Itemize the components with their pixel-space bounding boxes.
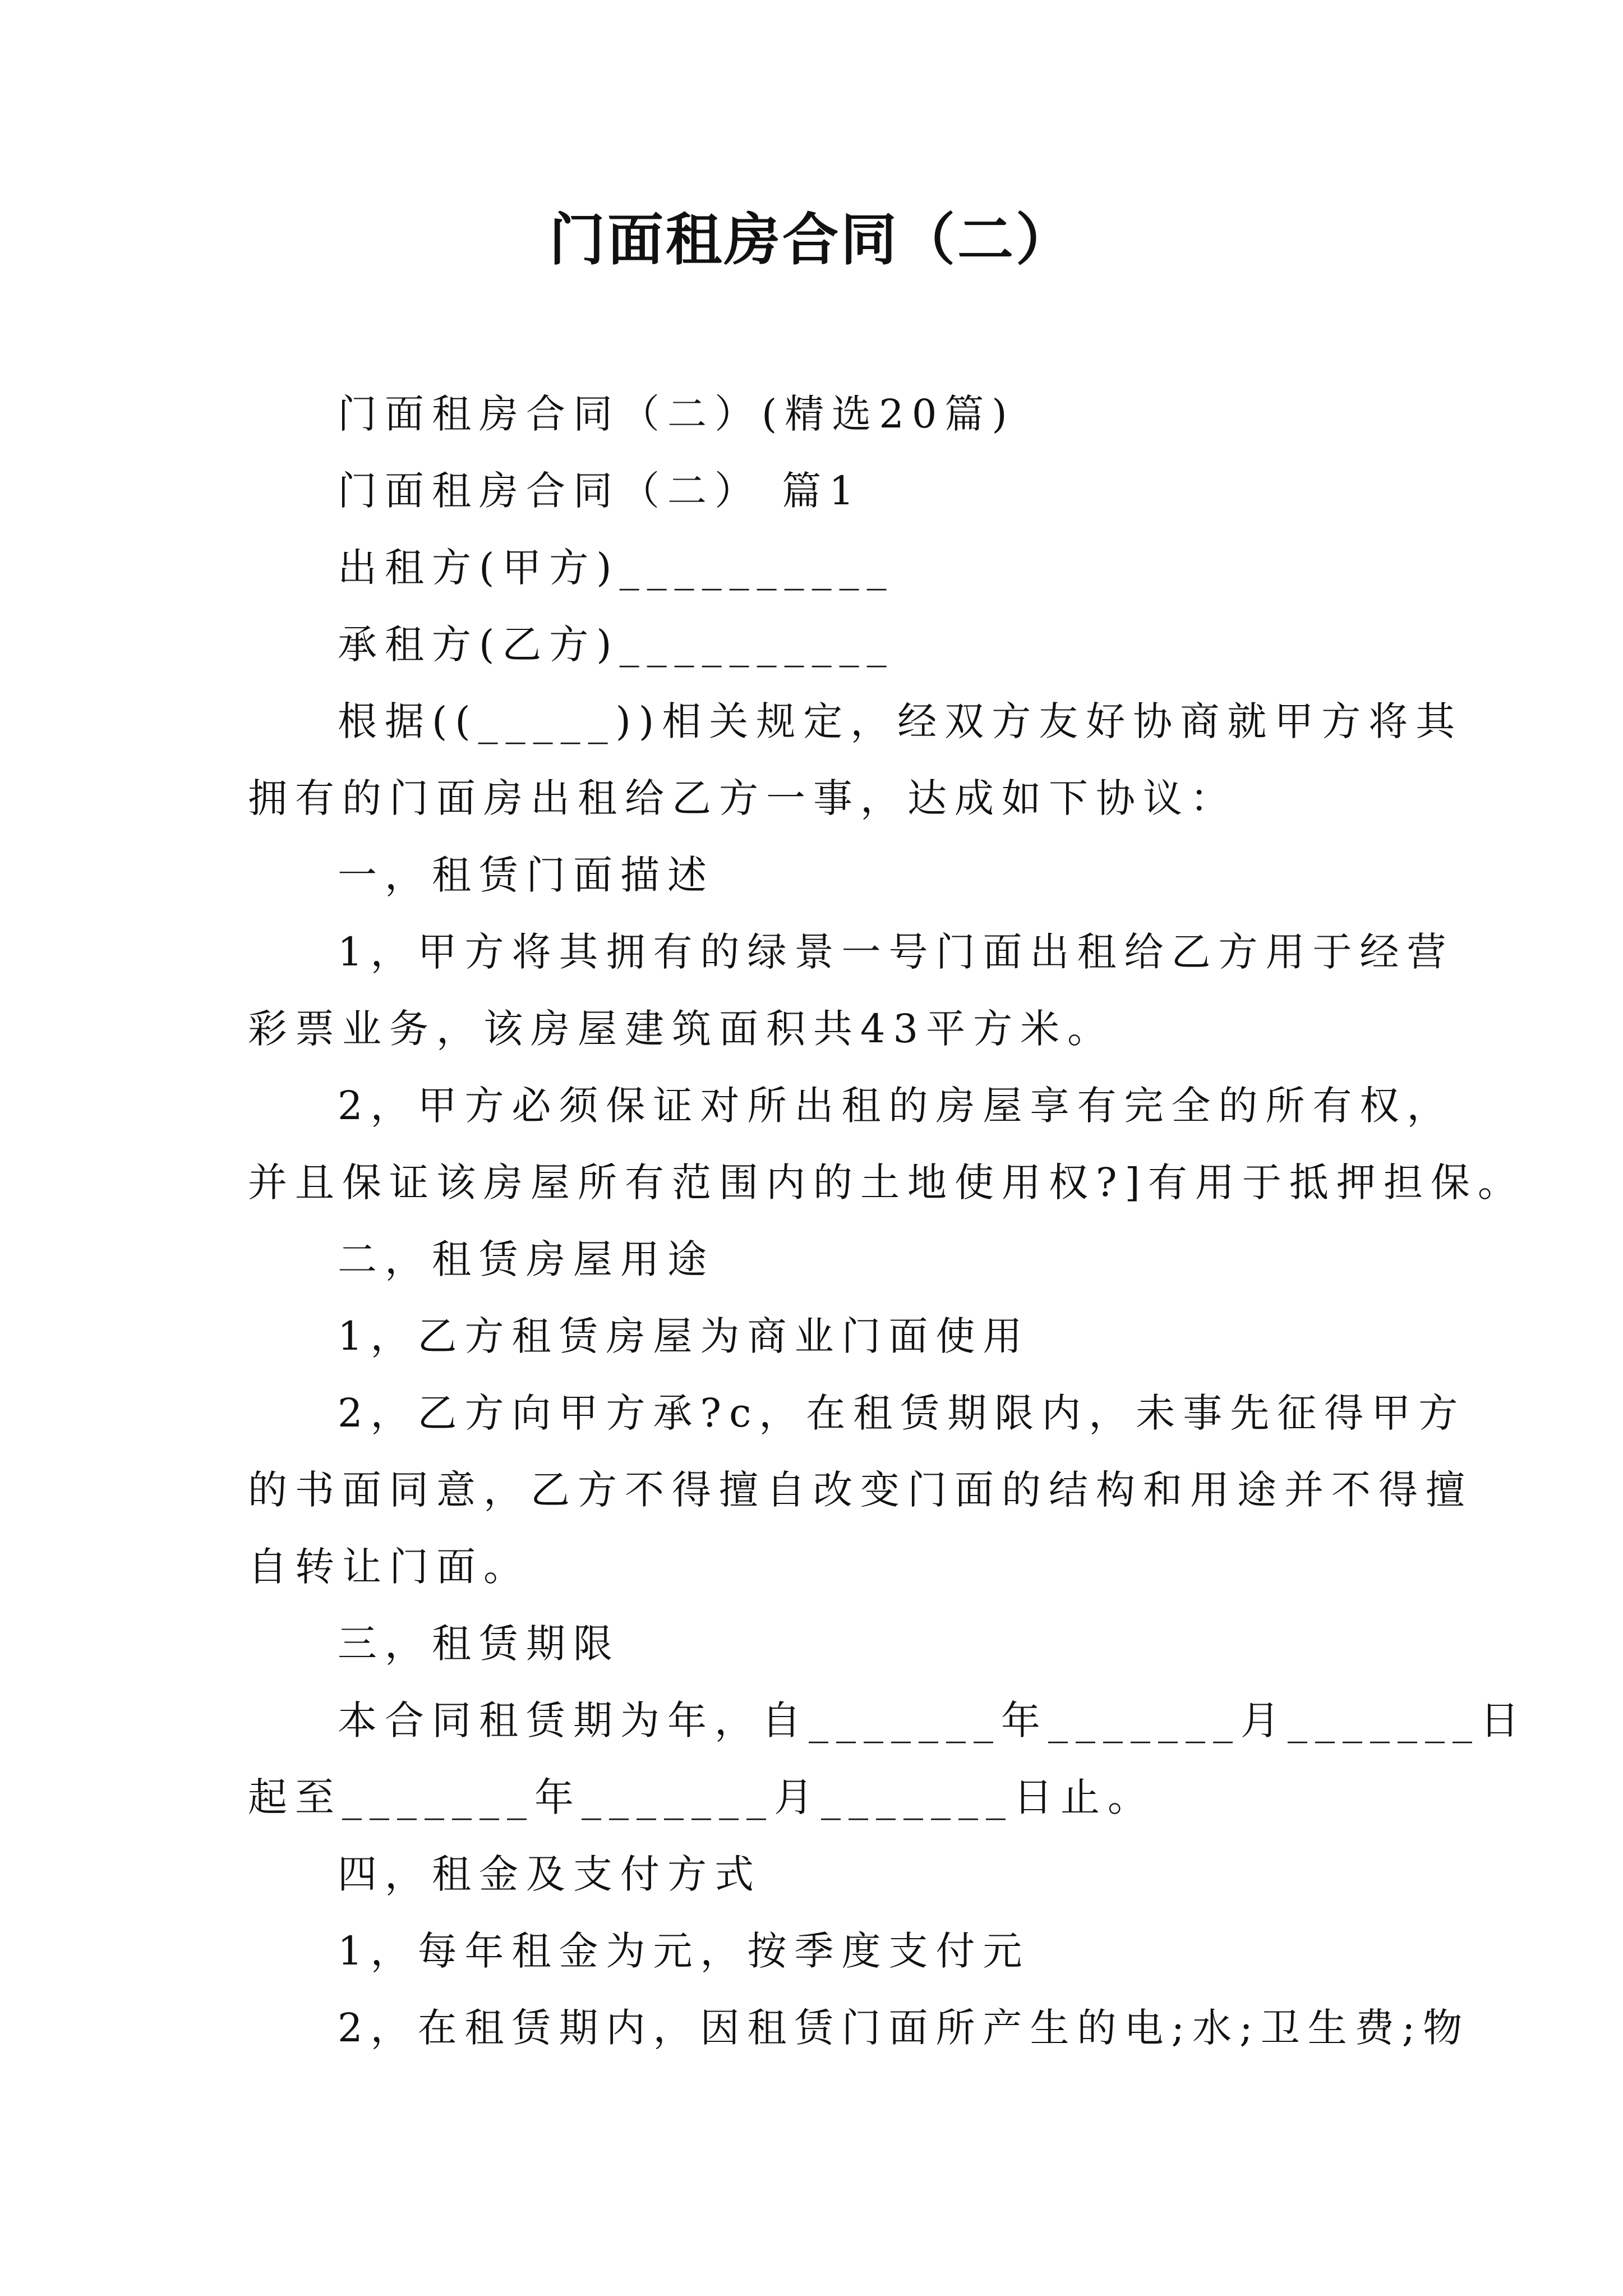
paragraph-line: 本合同租赁期为年，自_______年_______月_______日 xyxy=(338,1697,1527,1743)
paragraph-line: 2，甲方必须保证对所出租的房屋享有完全的所有权， xyxy=(338,1083,1454,1129)
clause-heading: 四，租金及支付方式 xyxy=(338,1851,762,1897)
clause-heading: 三，租赁期限 xyxy=(338,1621,620,1667)
document-title: 门面租房合同（二） xyxy=(549,207,1074,273)
paragraph-line: 2，在租赁期内，因租赁门面所产生的电;水;卫生费;物 xyxy=(338,2005,1470,2051)
paragraph-line: 自转让门面。 xyxy=(248,1544,531,1590)
lessee-line: 承租方(乙方)__________ xyxy=(338,622,895,668)
paragraph-line: 拥有的门面房出租给乙方一事，达成如下协议： xyxy=(248,775,1237,821)
paragraph-line: 2，乙方向甲方承?c，在租赁期限内，未事先征得甲方 xyxy=(338,1390,1466,1436)
subtitle-line: 门面租房合同（二）(精选20篇) xyxy=(338,391,1015,437)
paragraph-line: 起至_______年_______月_______日止。 xyxy=(248,1774,1155,1820)
section-heading: 门面租房合同（二） 篇1 xyxy=(338,468,862,514)
paragraph-line: 根据((_____))相关规定，经双方友好协商就甲方将其 xyxy=(338,698,1463,744)
paragraph-line: 1，乙方租赁房屋为商业门面使用 xyxy=(338,1313,1030,1359)
paragraph-line: 彩票业务，该房屋建筑面积共43平方米。 xyxy=(248,1006,1115,1052)
clause-heading: 一，租赁门面描述 xyxy=(338,852,714,898)
paragraph-line: 1，每年租金为元，按季度支付元 xyxy=(338,1928,1030,1974)
lessor-line: 出租方(甲方)__________ xyxy=(338,545,895,591)
document-body xyxy=(248,376,1527,2067)
paragraph-line: 1，甲方将其拥有的绿景一号门面出租给乙方用于经营 xyxy=(338,929,1454,975)
clause-heading: 二，租赁房屋用途 xyxy=(338,1236,714,1282)
paragraph-line: 的书面同意，乙方不得擅自改变门面的结构和用途并不得擅 xyxy=(248,1467,1473,1513)
paragraph-line: 并且保证该房屋所有范围内的土地使用权?]有用于抵押担保。 xyxy=(248,1159,1525,1205)
